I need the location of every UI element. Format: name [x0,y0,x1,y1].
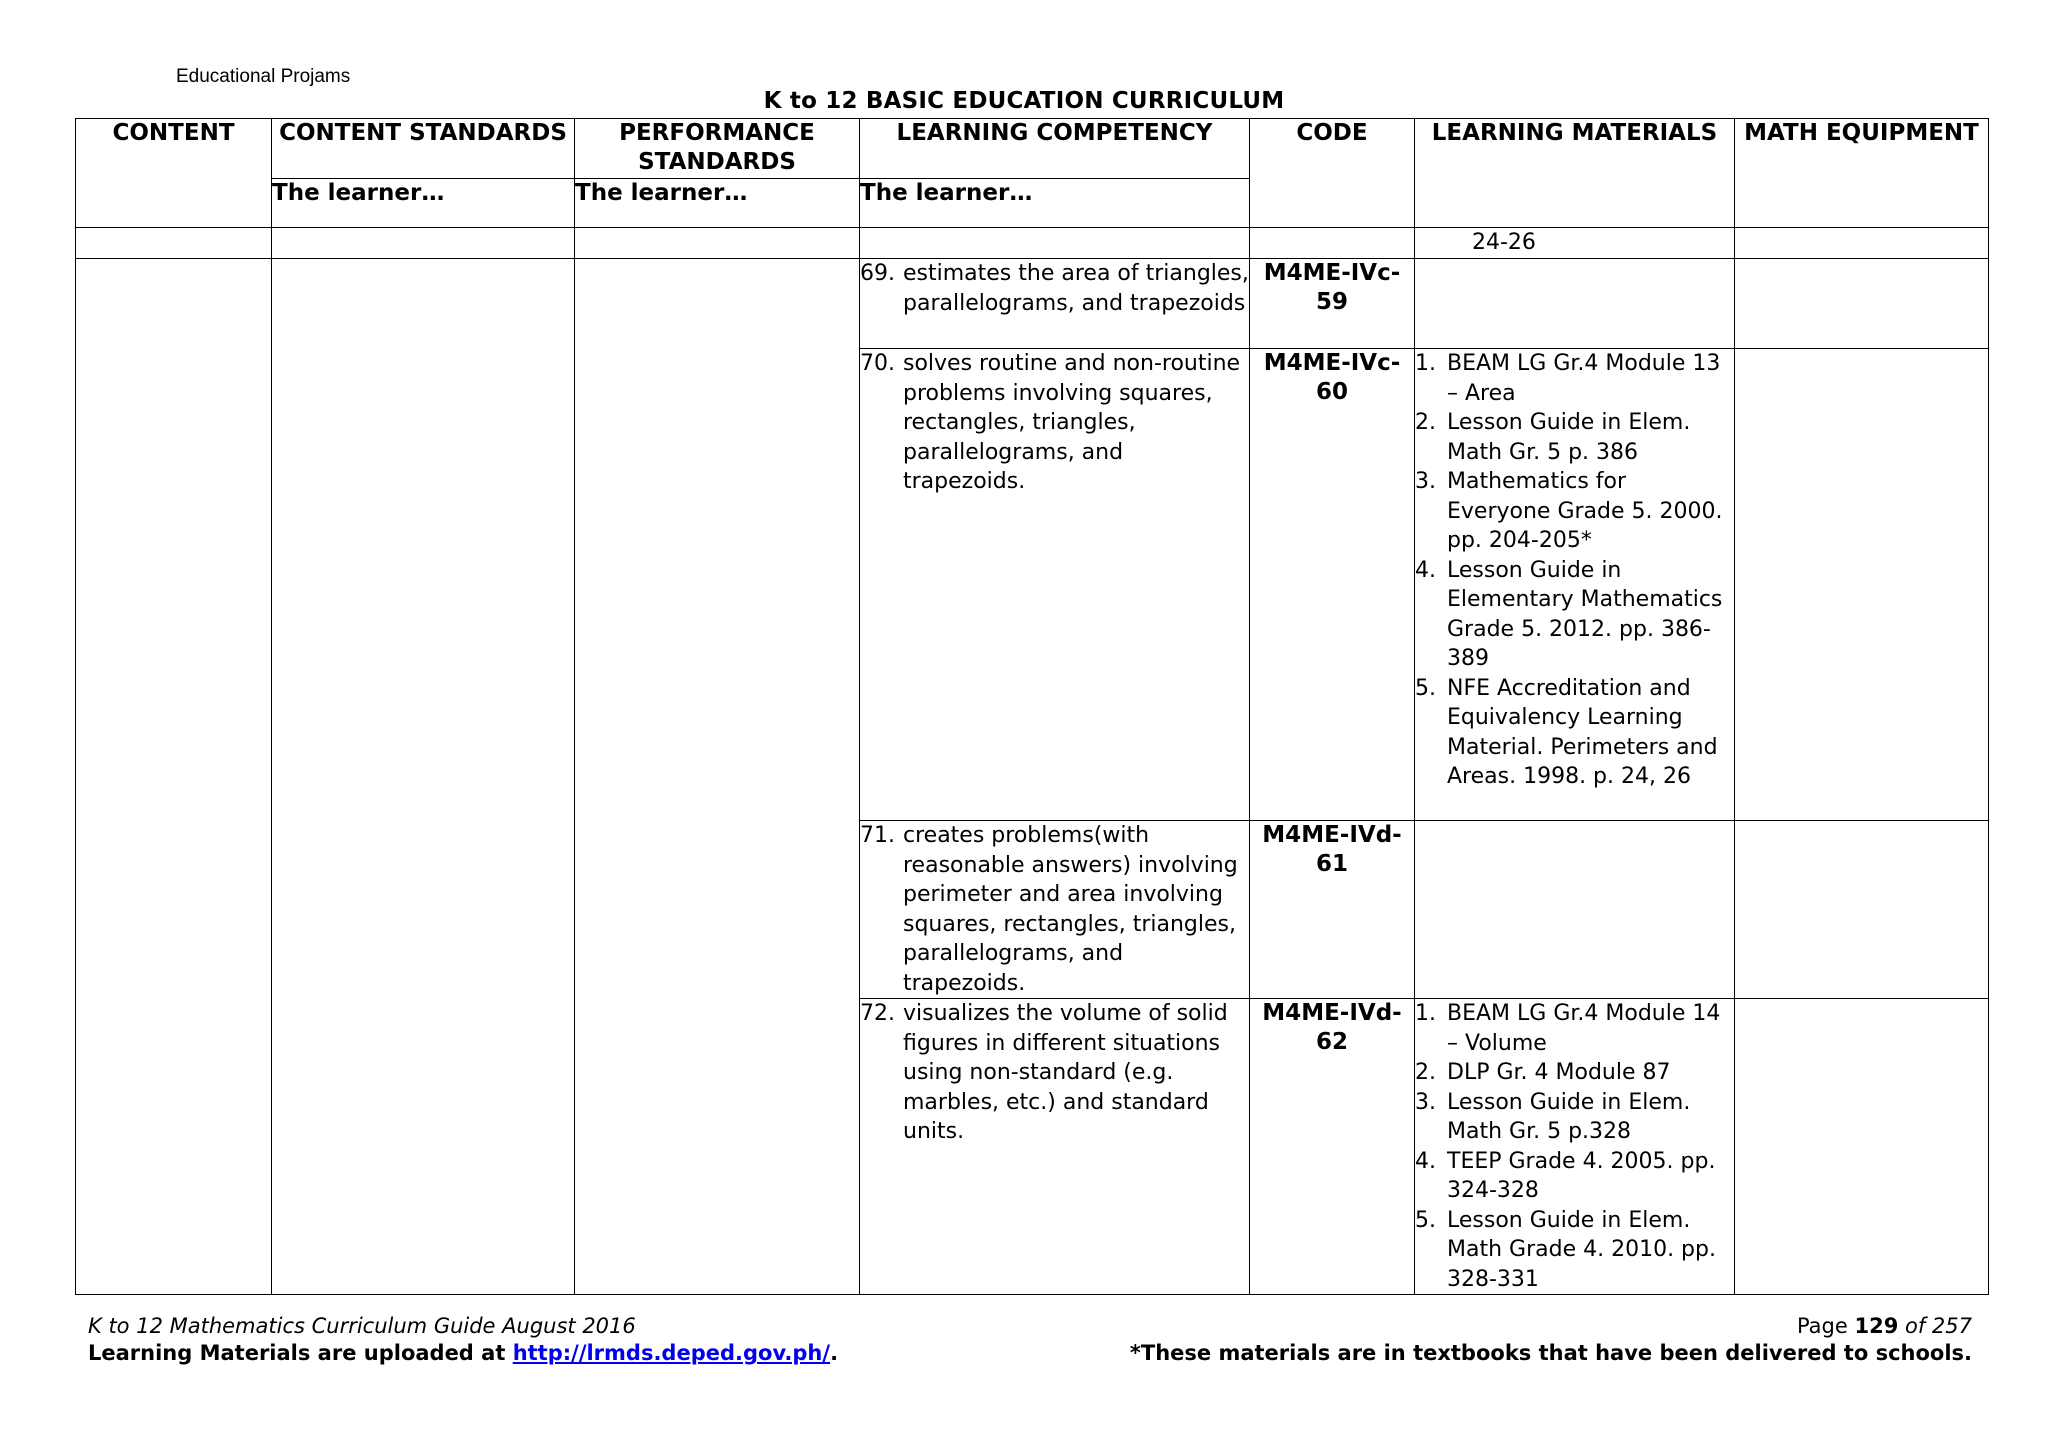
competency-cell [860,821,1250,999]
materials-list [1415,999,1734,1294]
competency-text: visualizes the volume of solid figures in different situations using non-standard (e.g. marbles, etc.) and standard units. [903,1001,1228,1144]
header-content: CONTENT [76,119,272,228]
list-item-number: 3. [1415,469,1436,494]
competency-cell [860,259,1250,349]
equipment-cell [1735,821,1989,999]
list-item-number: 2. [1415,410,1436,435]
watermark-text: Educational Projams [176,66,351,87]
competency-number: 70. [860,351,895,376]
list-item-text: Mathematics for Everyone Grade 5. 2000. pp. 204-205* [1447,469,1723,553]
footer-upload-suffix: . [830,1341,839,1365]
code-cell [1250,228,1415,259]
competency-text: solves routine and non-routine problems involving squares, rectangles, triangles, parallelograms, and trapezoids. [903,351,1241,494]
header-math-equipment: MATH EQUIPMENT [1735,119,1989,228]
list-item [1415,1058,1734,1088]
materials-cell [1415,349,1735,821]
code-cell: M4ME-IVc-60 [1250,349,1415,821]
list-item-number: 5. [1415,675,1436,701]
page-label: Page [1796,1314,1855,1338]
list-item-number: 1. [1415,351,1436,376]
header-content-standards: CONTENT STANDARDS [272,119,575,179]
header-learning-materials: LEARNING MATERIALS [1415,119,1735,228]
list-item-text: NFE Accreditation and Equivalency Learning Material. Perimeters and Areas. 1998. p. 24, 26 [1447,675,1718,789]
document-title: K to 12 BASIC EDUCATION CURRICULUM [763,88,1285,114]
list-item-number: 2. [1415,1060,1436,1085]
list-item-number: 4. [1415,557,1436,583]
header-learning-competency: LEARNING COMPETENCY [860,119,1250,179]
list-item-number: 1. [1415,1001,1436,1026]
competency-text: creates problems(with reasonable answers) involving perimeter and area involving squares, rectangles, triangles, parallelograms, and trapezoids. [903,823,1238,996]
header-learner-content-standards: The learner… [272,179,575,228]
page-current: 129 [1854,1314,1899,1338]
performance-standards-cell [575,228,860,259]
competency-text: estimates the area of triangles, parallelograms, and trapezoids [903,261,1249,316]
list-item-text: Lesson Guide in Elementary Mathematics Grade 5. 2012. pp. 386-389 [1447,557,1723,671]
table-row [76,259,1989,349]
list-item [1415,1206,1734,1295]
table-row-continuation [76,228,1989,259]
header-performance-standards: PERFORMANCE STANDARDS [575,119,860,179]
equipment-cell [1735,228,1989,259]
list-item [1415,467,1734,556]
materials-list [1415,349,1734,792]
equipment-cell [1735,349,1989,821]
footer-guide-title: K to 12 Mathematics Curriculum Guide August 2016 [88,1314,636,1338]
content-cell [76,228,272,259]
list-item [1415,349,1734,408]
list-item-text: BEAM LG Gr.4 Module 14 – Volume [1447,1001,1721,1056]
footer-note: *These materials are in textbooks that have been delivered to schools. [1129,1341,1972,1365]
list-item [1415,1088,1734,1147]
list-item [1415,556,1734,674]
list-item [1415,999,1734,1058]
competency-cell [860,228,1250,259]
list-item [1415,674,1734,792]
materials-cell: 24-26 [1415,228,1735,259]
curriculum-table [75,118,1989,1295]
header-code: CODE [1250,119,1415,228]
list-item-text: BEAM LG Gr.4 Module 13 – Area [1447,351,1721,406]
list-item-text: DLP Gr. 4 Module 87 [1447,1060,1671,1085]
code-cell: M4ME-IVd-61 [1250,821,1415,999]
list-item [1415,408,1734,467]
list-item-number: 3. [1415,1089,1436,1115]
code-cell: M4ME-IVd-62 [1250,999,1415,1295]
equipment-cell [1735,259,1989,349]
competency-cell [860,999,1250,1295]
list-item-number: 5. [1415,1207,1436,1233]
competency-cell [860,349,1250,821]
page-number [1130,1313,1972,1340]
header-learner-performance-standards: The learner… [575,179,860,228]
competency-number: 69. [860,261,895,286]
list-item-text: Lesson Guide in Elem. Math Gr. 5 p. 386 [1447,410,1691,465]
equipment-cell [1735,999,1989,1295]
footer-left [88,1313,838,1367]
list-item [1415,1147,1734,1206]
competency-number: 72. [860,1001,895,1026]
list-item-text: Lesson Guide in Elem. Math Grade 4. 2010. pp. 328-331 [1447,1207,1716,1292]
lrmds-link[interactable]: http://lrmds.deped.gov.ph/ [512,1341,831,1365]
content-cell [76,259,272,1295]
content-standards-cell [272,259,575,1295]
list-item-text: Lesson Guide in Elem. Math Gr. 5 p.328 [1447,1089,1691,1144]
performance-standards-cell [575,259,860,1295]
competency-number: 71. [860,823,895,848]
content-standards-cell [272,228,575,259]
footer-right [1130,1313,1972,1367]
code-cell: M4ME-IVc-59 [1250,259,1415,349]
materials-cell [1415,259,1735,349]
footer-upload-line [88,1340,838,1367]
page-total: of 257 [1898,1314,1972,1338]
materials-cell [1415,999,1735,1295]
footer-upload-prefix: Learning Materials are uploaded at [88,1341,513,1365]
list-item-number: 4. [1415,1148,1436,1174]
header-learner-learning-competency: The learner… [860,179,1250,228]
materials-cell [1415,821,1735,999]
list-item-text: TEEP Grade 4. 2005. pp. 324-328 [1447,1148,1716,1203]
